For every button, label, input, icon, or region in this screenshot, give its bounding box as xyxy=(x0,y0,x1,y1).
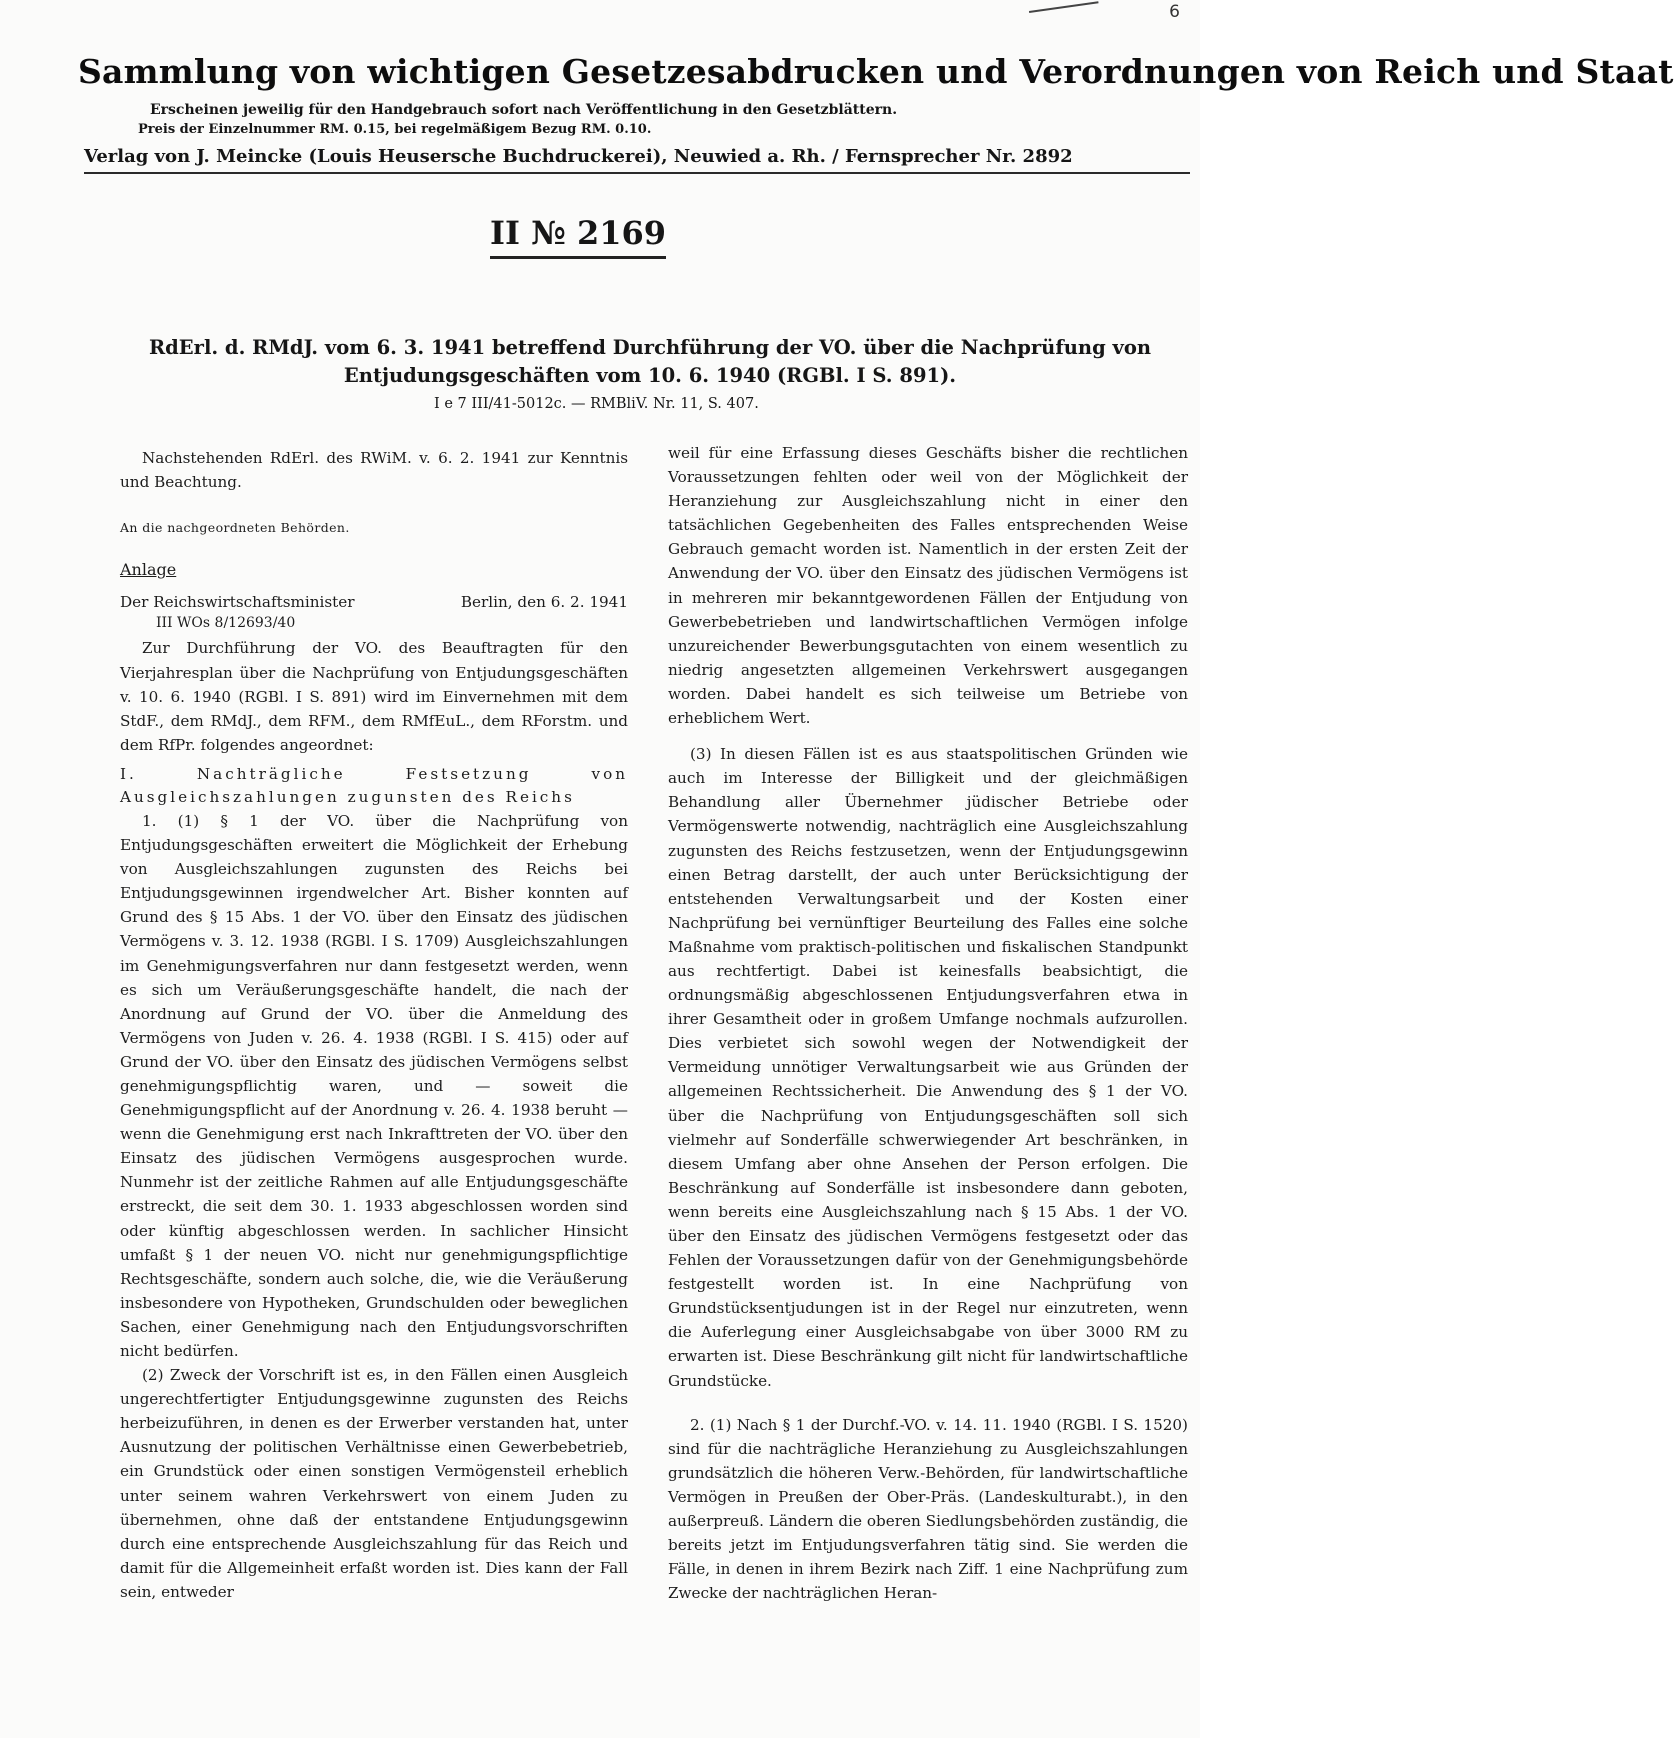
decree-title-line-1: RdErl. d. RMdJ. vom 6. 3. 1941 betreffend Durchführung der VO. über die Nachprüfung von xyxy=(148,336,1152,359)
intro-paragraph: Nachstehenden RdErl. des RWiM. v. 6. 2. 1941 zur Kenntnis und Beachtung. xyxy=(120,449,628,492)
sender-row xyxy=(120,590,628,614)
right-column xyxy=(668,441,1188,1605)
masthead-price: Preis der Einzelnummer RM. 0.15, bei regelmäßigem Bezug RM. 0.10. xyxy=(138,122,652,137)
decree-title xyxy=(110,334,1190,390)
masthead-publisher: Verlag von J. Meincke (Louis Heusersche Buchdruckerei), Neuwied a. Rh. / Fernsprecher Nr. 2892 xyxy=(84,146,1073,167)
paragraph-gap xyxy=(668,730,1188,742)
issue-number: II № 2169 xyxy=(490,214,666,259)
paragraph-2-1: 2. (1) Nach § 1 der Durchf.-VO. v. 14. 11. 1940 (RGBl. I S. 1520) sind für die nachträgliche Heranziehung zu Ausgleichszahlungen grundsätzlich die höheren Verw.-Behörden, für landwirtschaftliche Vermögen in Preußen der Ober-Präs. (Landeskulturabt.), in den außerpreuß. Ländern die oberen Siedlungsbehörden zuständig, die bereits jetzt im Entjudungsverfahren tätig sind. Sie werden die Fälle, in denen in ihrem Bezirk nach Ziff. 1 eine Nachprüfung zum Zwecke der nachträglichen Heran- xyxy=(668,1415,1188,1603)
sender-reference: III WOs 8/12693/40 xyxy=(156,615,296,632)
sender: Der Reichswirtschaftsminister xyxy=(120,593,355,612)
sender-place-date: Berlin, den 6. 2. 1941 xyxy=(460,593,628,612)
decree-reference: I e 7 III/41-5012c. — RMBliV. Nr. 11, S. 407. xyxy=(434,396,759,412)
paragraph-1-3: (3) In diesen Fällen ist es aus staatspolitischen Gründen wie auch im Interesse der Billigkeit und der gleichmäßigen Behandlung aller Übernehmer jüdischer Betriebe oder Vermögenswerte notwendig, nachträglich eine Ausgleichszahlung zugunsten des Reichs festzusetzen, wenn der Entjudungsgewinn einen Betrag darstellt, der auch unter Berücksichtigung der entstehenden Verwaltungsarbeit und der Kosten einer Nachprüfung bei vernünftiger Beurteilung des Falles eine solche Maßnahme vom praktisch-politischen und fiskalischen Standpunkt aus rechtfertigt. Dabei ist keinesfalls beabsichtigt, die ordnungsmäßig abgeschlossenen Entjudungsverfahren etwa in ihrer Gesamtheit oder in großem Umfange nochmals aufzurollen. Dies verbietet sich sowohl wegen der Notwendigkeit der Vermeidung unnötiger Verwaltungsarbeit wie aus Gründen der allgemeinen Rechtssicherheit. Die Anwendung des § 1 der VO. über die Nachprüfung von Entjudungsgeschäften soll sich vielmehr auf Sonderfälle schwerwiegender Art beschränken, in diesem Umfang aber ohne Ansehen der Person erfolgen. Die Beschränkung auf Sonderfälle ist insbesondere dann geboten, wenn bereits eine Ausgleichszahlung nach § 15 Abs. 1 der VO. über den Einsatz des jüdischen Vermögens festgesetzt oder das Fehlen der Voraussetzungen dafür von der Genehmigungsbehörde festgestellt worden ist. In eine Nachprüfung von Grundstücksentjudungen ist in der Regel nur einzutreten, wenn die Auferlegung einer Ausgleichsabgabe von über 3000 RM zu erwarten ist. Diese Beschränkung gilt nicht für landwirtschaftliche Grundstücke. xyxy=(668,745,1188,1390)
left-column xyxy=(120,446,628,1604)
continuation-paragraph: weil für eine Erfassung dieses Geschäfts bisher die rechtlichen Voraussetzungen fehlten oder weil von der Möglichkeit der Heranziehung zur Ausgleichszahlung nicht in einer den tatsächlichen Gegebenheiten des Falles entsprechenden Weise Gebrauch gemacht worden ist. Namentlich in der ersten Zeit der Anwendung der VO. über den Einsatz des jüdischen Vermögens ist in mehreren mir bekanntgewordenen Fällen der Entjudung von Gewerbebetrieben und landwirtschaftlichen Vermögen infolge unzureichender Bewerbungsgutachten von einem wesentlich zu niedrig angesetzten allgemeinen Verkehrswert ausgegangen worden. Dabei handelt es sich teilweise um Betriebe von erheblichem Wert. xyxy=(668,444,1188,728)
masthead-title: Sammlung von wichtigen Gesetzesabdrucken und Verordnungen von Reich und Staat xyxy=(78,52,1674,91)
paragraph-1-1: 1. (1) § 1 der VO. über die Nachprüfung von Entjudungsgeschäften erweitert die Möglichkeit der Erhebung von Ausgleichszahlungen zugunsten des Reichs bei Entjudungsgewinnen irgendwelcher Art. Bisher konnten auf Grund des § 15 Abs. 1 der VO. über den Einsatz des jüdischen Vermögens v. 3. 12. 1938 (RGBl. I S. 1709) Ausgleichszahlungen im Genehmigungsverfahren nur dann festgesetzt werden, wenn es sich um Veräußerungsgeschäfte handelt, die nach der Anordnung auf Grund der VO. über die Anmeldung des Vermögens von Juden v. 26. 4. 1938 (RGBl. I S. 415) oder auf Grund der VO. über den Einsatz des jüdischen Vermögens selbst genehmigungspflichtig waren, und — soweit die Genehmigungspflicht auf der Anordnung v. 26. 4. 1938 beruht — wenn die Genehmigung erst nach Inkrafttreten der VO. über den Einsatz des jüdischen Vermögens ausgesprochen wurde. Nunmehr ist der zeitliche Rahmen auf alle Entjudungsgeschäfte erstreckt, die seit dem 30. 1. 1933 abgeschlossen worden sind oder künftig abgeschlossen werden. In sachlicher Hinsicht umfaßt § 1 der neuen VO. nicht nur genehmigungspflichtige Rechtsgeschäfte, sondern auch solche, die, wie die Veräußerung insbesondere von Hypotheken, Grundschulden oder beweglichen Sachen, einer Genehmigung nach den Entjudungsvorschriften nicht bedürfen. xyxy=(120,811,628,1360)
decree-title-line-2: Entjudungsgeschäften vom 10. 6. 1940 (RGBl. I S. 891). xyxy=(343,364,957,387)
masthead-subtitle: Erscheinen jeweilig für den Handgebrauch sofort nach Veröffentlichung in den Gesetzblättern. xyxy=(150,102,898,118)
paragraph-1-2: (2) Zweck der Vorschrift ist es, in den Fällen einen Ausgleich ungerechtfertigter Entjudungsgewinne zugunsten des Reichs herbeizuführen, in denen es der Erwerber verstanden hat, unter Ausnutzung der politischen Verhältnisse einen Gewerbebetrieb, ein Grundstück oder einen sonstigen Vermögensteil erheblich unter seinem wahren Verkehrswert von einem Juden zu übernehmen, ohne daß der entstandene Entjudungsgewinn durch eine entsprechende Ausgleichszahlung für das Reich und damit für die Allgemeinheit erfaßt worden ist. Dies kann der Fall sein, entweder xyxy=(120,1366,628,1601)
masthead-rule xyxy=(84,172,1190,174)
paragraph-gap xyxy=(668,1393,1188,1413)
preamble-paragraph: Zur Durchführung der VO. des Beauftragten für den Vierjahresplan über die Nachprüfung von Entjudungsgeschäften v. 10. 6. 1940 (RGBl. I S. 891) wird im Einvernehmen mit dem StdF., dem RMdJ., dem RFM., dem RMfEuL., dem RForstm. und dem RfPr. folgendes angeordnet: xyxy=(120,639,628,754)
page-mark: 6 xyxy=(1169,2,1180,22)
addressee: An die nachgeordneten Behörden. xyxy=(120,520,350,536)
anlage-heading: Anlage xyxy=(120,560,177,580)
section-heading: I. Nachträgliche Festsetzung von Ausgleichszahlungen zugunsten des Reichs xyxy=(120,764,628,806)
pen-scratch xyxy=(1029,1,1101,31)
